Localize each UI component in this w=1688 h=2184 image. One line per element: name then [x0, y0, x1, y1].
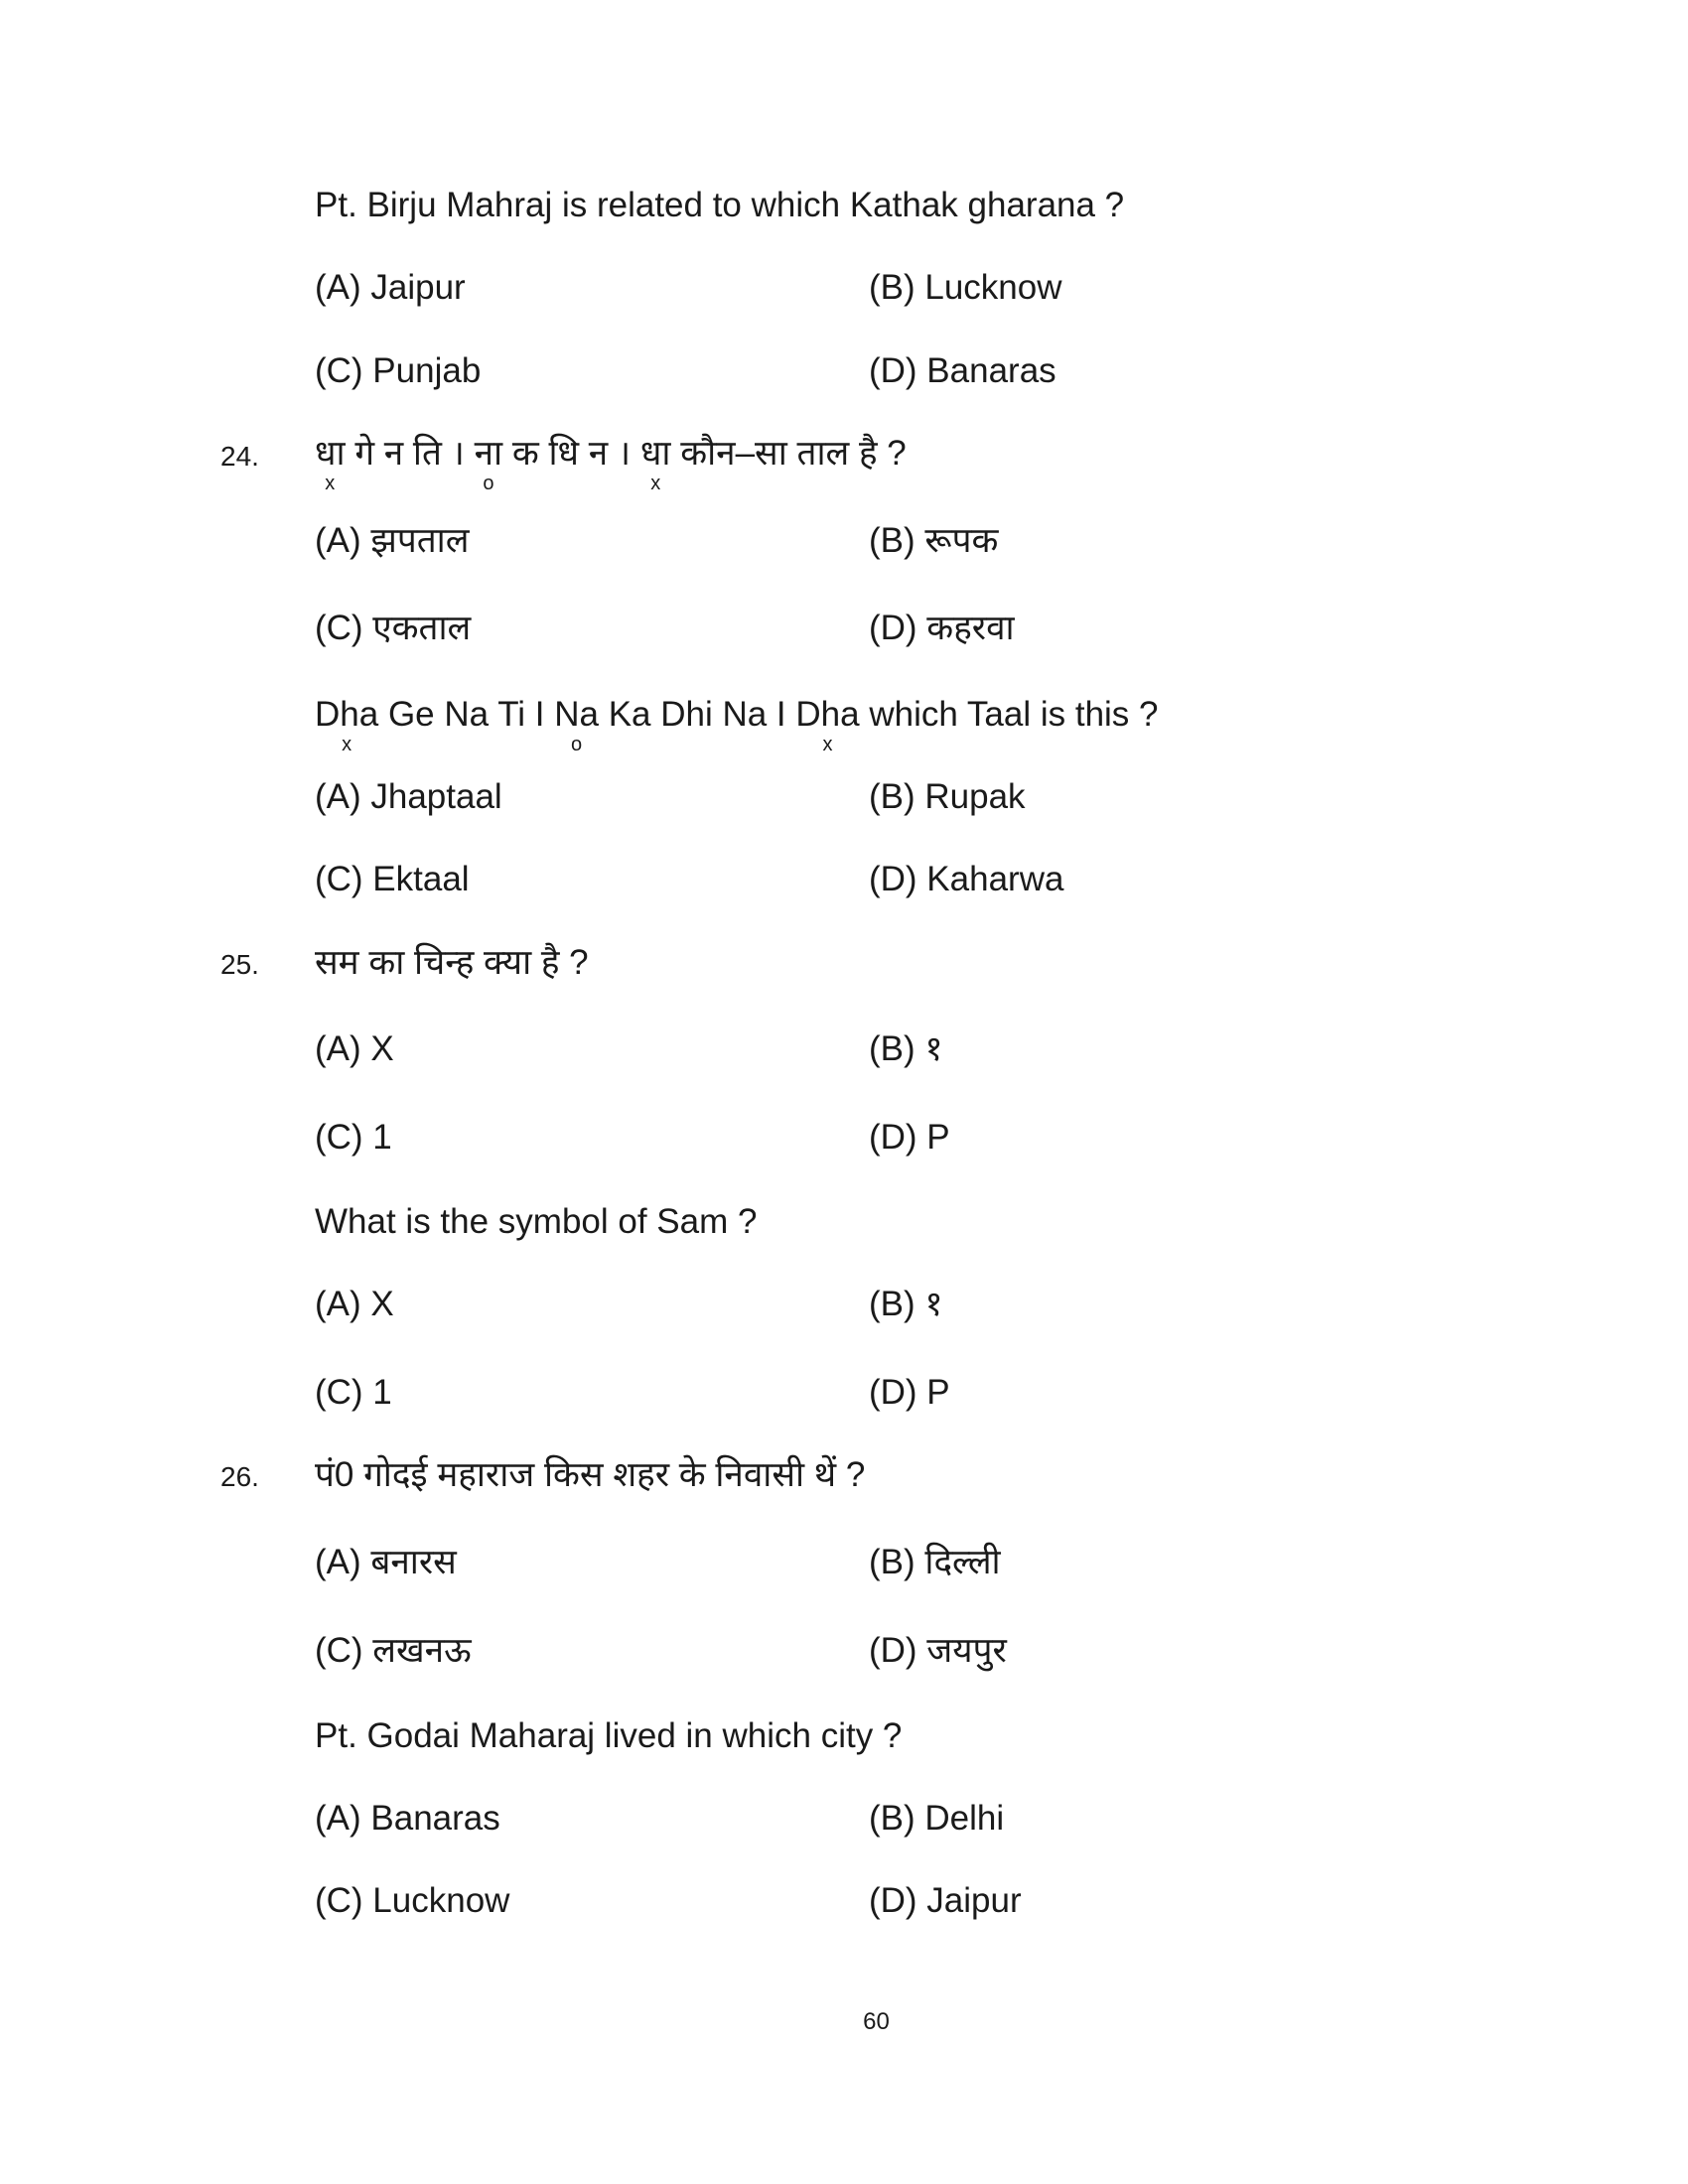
sam-marker: x [822, 734, 833, 755]
option-b: (B) Lucknow [869, 268, 1062, 307]
option-c: (C) Punjab [315, 351, 482, 390]
option-b: (B) दिल्ली [869, 1543, 1001, 1581]
question-number: 26. [220, 1461, 259, 1492]
question-26-english: Pt. Godai Maharaj lived in which city ? [315, 1716, 903, 1755]
text: गे न ति । [345, 434, 475, 473]
text: कौन–सा ताल है ? [670, 434, 907, 473]
option-d: (D) P [869, 1373, 950, 1412]
question-26-hindi: पं0 गोदई महाराज किस शहर के निवासी थें ? [315, 1455, 866, 1494]
syllable: Dha [315, 695, 379, 734]
option-c: (C) Ektaal [315, 860, 470, 898]
option-a: (A) X [315, 1285, 394, 1323]
option-d: (D) Jaipur [869, 1881, 1022, 1920]
option-a: (A) X [315, 1029, 394, 1068]
question-25-english: What is the symbol of Sam ? [315, 1202, 758, 1241]
option-d: (D) जयपुर [869, 1631, 1007, 1670]
option-c: (C) 1 [315, 1118, 392, 1157]
option-c: (C) Lucknow [315, 1881, 510, 1920]
option-b: (B) Rupak [869, 777, 1026, 816]
question-25-hindi: सम का चिन्ह क्या है ? [315, 943, 589, 982]
question-23-english: Pt. Birju Mahraj is related to which Kathak gharana ? [315, 186, 1125, 224]
option-b: (B) १ [869, 1285, 943, 1323]
option-c: (C) 1 [315, 1373, 392, 1412]
page-number: 60 [863, 2008, 890, 2035]
question-24-hindi [315, 434, 907, 494]
question-24-english [315, 695, 1159, 755]
text: क धि न । [502, 434, 640, 473]
option-a: (A) बनारस [315, 1543, 457, 1581]
syllable: धा [315, 434, 346, 473]
text: which Taal is this ? [859, 695, 1159, 734]
option-a: (A) Banaras [315, 1799, 500, 1838]
option-d: (D) कहरवा [869, 609, 1015, 647]
sam-marker: x [325, 473, 336, 494]
option-a: (A) Jaipur [315, 268, 466, 307]
option-c: (C) लखनऊ [315, 1631, 472, 1670]
option-b: (B) Delhi [869, 1799, 1005, 1838]
option-a: (A) Jhaptaal [315, 777, 502, 816]
khali-marker: o [483, 473, 494, 494]
option-d: (D) P [869, 1118, 950, 1157]
option-b: (B) रूपक [869, 521, 999, 560]
text: Ge Na Ti I [378, 695, 555, 734]
text: Ka Dhi Na I [598, 695, 796, 734]
syllable: ना [474, 434, 503, 473]
syllable: Na [554, 695, 599, 734]
sam-marker: x [650, 473, 661, 494]
question-number: 24. [220, 441, 259, 472]
option-d: (D) Banaras [869, 351, 1056, 390]
sam-marker: x [342, 734, 352, 755]
question-number: 25. [220, 949, 259, 980]
option-d: (D) Kaharwa [869, 860, 1064, 898]
syllable: Dha [795, 695, 860, 734]
syllable: धा [639, 434, 671, 473]
option-b: (B) १ [869, 1029, 943, 1068]
khali-marker: o [571, 734, 583, 755]
option-c: (C) एकताल [315, 609, 472, 647]
option-a: (A) झपताल [315, 521, 470, 560]
